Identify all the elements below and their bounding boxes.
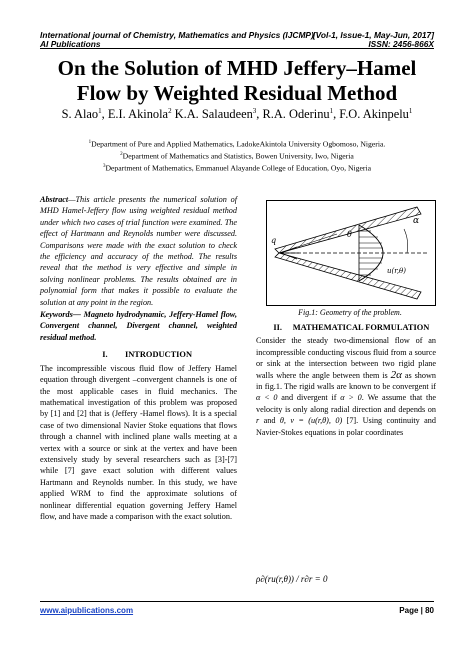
author: E.I. Akinola: [107, 107, 169, 122]
journal-name: International journal of Chemistry, Mathematics and Physics (IJCMP): [40, 30, 314, 40]
formulation-text: [256, 335, 436, 438]
keywords-text: Magneto hydrodynamic, Jeffery-Hamel flow, Convergent channel, Divergent channel, weighted residual method.: [40, 310, 237, 342]
figure-geometry: [266, 200, 436, 306]
continuity-equation: ρ∂(ru(r,θ)) / r∂r = 0: [256, 574, 328, 584]
publisher-name: AI Publications: [40, 39, 101, 49]
keywords-label: Keywords—: [40, 310, 81, 320]
text-fragment: . We assume that the velocity is only along radial direction and depends on: [256, 393, 437, 414]
r-symbol: r: [256, 416, 260, 426]
divergent-condition: α > 0: [340, 393, 362, 403]
footer-rule: [40, 601, 434, 602]
author-affiliation-mark: 1: [98, 107, 102, 115]
section-number: I.: [102, 350, 108, 360]
section-title: INTRODUCTION: [124, 350, 192, 360]
section-title: MATHEMATICAL FORMULATION: [292, 323, 430, 332]
affiliation-number: 1: [88, 140, 92, 145]
volume-info: [Vol-1, Issue-1, May-Jun, 2017]: [312, 30, 434, 40]
issn: ISSN: 2456-866X: [368, 39, 434, 49]
title-line-2: Flow by Weighted Residual Method: [76, 81, 398, 105]
header-rule: [40, 48, 434, 49]
alpha-label: α: [413, 216, 420, 226]
introduction-text: The incompressible viscous fluid flow of Jeffery Hamel equation through divergent –convergent channels is one of the most applicable cases in fluid mechanics. The mathematical investigation of this problem was proposed by [1] and [2] that is (Jeffery -Hamel flows). It is a special case of two dimensional Navier Stoke equations that flows through a channel with inclined plane walls meeting at a vertex with a source or sink at the vertex and have been extensively study by several researchers such as [3]-[7] while [7] gave exact solution with different values Hartmann and Reynolds number. In this study, we have applied WRM to find the approximate solutions of nonlinear differential equation governing Jeffery Hamel flow, and have made a comparison with the exact solution.: [40, 363, 237, 521]
affiliation: [40, 161, 434, 174]
keywords: [40, 309, 237, 343]
velocity-vector: v = (u(r,θ), 0): [290, 416, 343, 426]
text-fragment: [7]. Using continuity and Navier-Stokes equations in polar coordinates: [256, 416, 436, 437]
theta-ray: [279, 234, 337, 253]
author-list: S. Alao$^1$, E.I. Akinola$^2$ K.A. Salaudeen$^3$, R.A. Oderinu$^1$, F.O. Akinpelu$^1$: [61, 107, 413, 122]
abstract-label: Abstract: [40, 195, 69, 204]
title-line-1: On the Solution of MHD Jeffery–Hamel: [57, 56, 417, 80]
affiliation-number: 3: [102, 164, 106, 169]
theta-symbol: θ: [279, 416, 284, 426]
theta-label: θ: [347, 230, 352, 239]
convergent-condition: α < 0: [256, 393, 278, 403]
footer-link[interactable]: www.aipublications.com: [40, 606, 134, 615]
author: K.A. Salaudeen: [174, 107, 253, 122]
author: F.O. Akinpelu: [339, 107, 409, 122]
author: R.A. Oderinu: [262, 107, 330, 122]
geometry-diagram: [267, 201, 435, 305]
author-affiliation-mark: 3: [252, 107, 257, 115]
section-heading-introduction: [40, 349, 237, 360]
figure-caption: Fig.1: Geometry of the problem.: [298, 308, 402, 317]
abstract-text: —This article presents the numerical solution of MHD Hamel-Jeffery flow using weighted residual method under which two cases of trial function were examined. The effect of Hartmann and Reynolds number were discussed. Comparisons were made with the exact solution to check the efficiency and accuracy of the method. The results reveal that the method is very effective and simple in solving nonlinear problems. The results obtained are in polynomial form that makes it possible to evaluate the solution at any point in the region.: [40, 195, 237, 307]
author-affiliation-mark: 1: [408, 107, 413, 115]
author-affiliation-mark: 1: [329, 107, 334, 115]
affiliation-text: Department of Mathematics, Emmanuel Alayande College of Education, Oyo, Nigeria: [105, 163, 372, 173]
text-fragment: ,: [283, 416, 291, 426]
text-fragment: and divergent if: [277, 393, 341, 403]
affiliation-number: 2: [120, 152, 123, 157]
affiliation: [40, 149, 434, 162]
right-column: [256, 322, 436, 438]
left-column: [40, 194, 237, 522]
velocity-label: u(r,θ): [387, 267, 406, 275]
text-fragment: as shown in fig.1. The rigid walls are known to be convergent if: [256, 370, 436, 392]
lower-wall: [275, 253, 421, 299]
affiliation-text: Department of Mathematics and Statistics, Bowen University, Iwo, Nigeria: [122, 151, 354, 161]
affiliation: [40, 137, 434, 150]
angle-symbol: 2α: [390, 368, 402, 381]
affiliation-text: Department of Pure and Applied Mathematics, LadokeAkintola University Ogbomoso, Nigeria.: [91, 139, 386, 149]
abstract: [40, 194, 237, 308]
author: S. Alao: [61, 107, 99, 122]
text-fragment: Consider the steady two-dimensional flow of an incompressible conducting viscous fluid from a source or sink at the intersection between two rigid plane walls where the angle between them is: [256, 336, 436, 380]
section-number: II.: [273, 323, 283, 332]
page-number: Page | 80: [399, 606, 434, 615]
q-label: q: [271, 236, 277, 245]
alpha-arc: [404, 229, 408, 253]
section-heading-formulation: [256, 322, 436, 333]
text-fragment: and: [259, 416, 280, 426]
author-affiliation-mark: 2: [168, 107, 172, 115]
